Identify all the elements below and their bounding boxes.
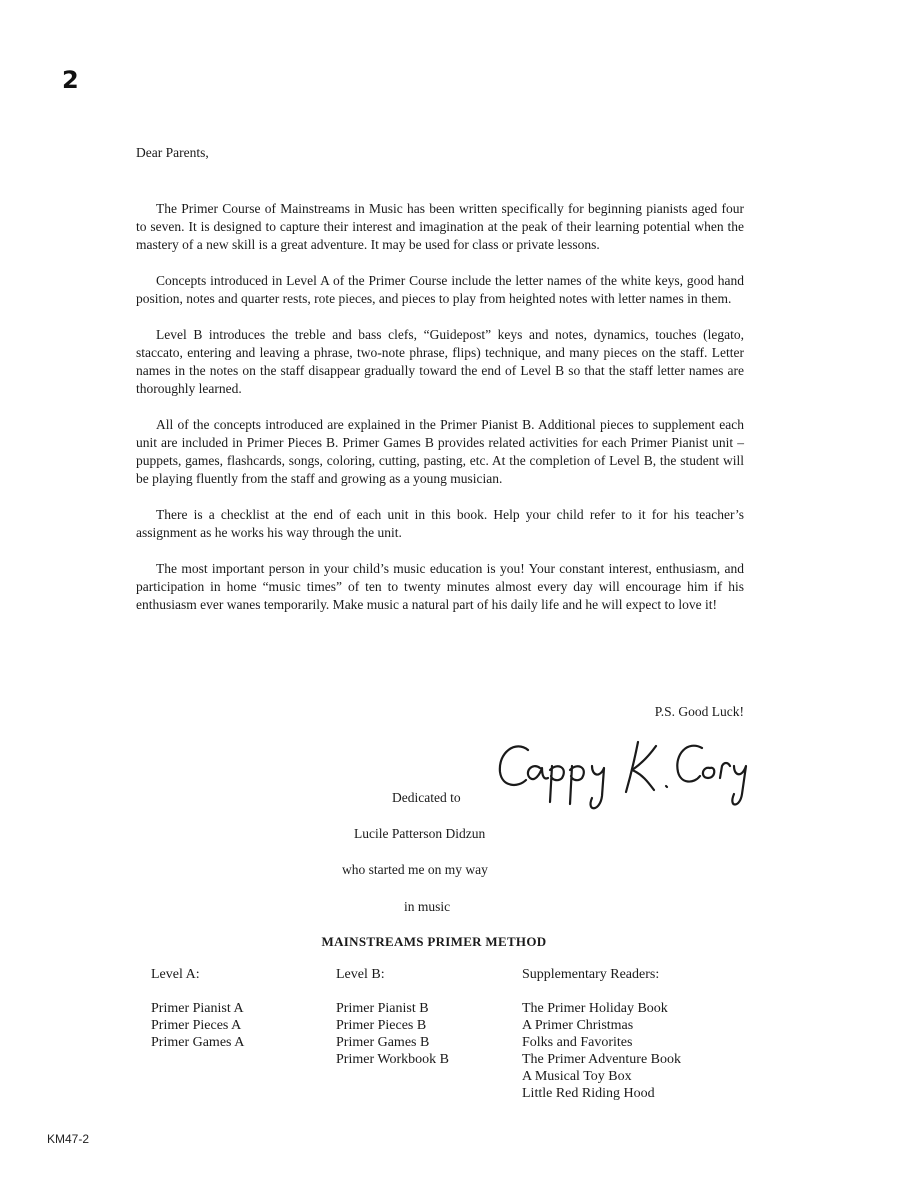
salutation: Dear Parents, [136,145,209,160]
list-item: Little Red Riding Hood [522,1086,655,1101]
level-b-column [336,966,449,1068]
list-item: A Primer Christmas [522,1018,634,1033]
dedication-line: Lucile Patterson Didzun [354,826,486,841]
footer-code: KM47-2 [47,1132,90,1146]
letter-body [136,144,744,632]
column-heading: Level A: [151,967,200,982]
dedication-line: Dedicated to [392,790,461,805]
paragraph-parent-role: The most important person in your child’s music education is you! Your constant interest, enthusiasm, and participation in home “music times” of ten to twenty minutes almost every day will encourage him if his enthusiasm ever wanes temporarily. Make music a natural part of his daily life and he will expect to love it! [136,561,744,612]
paragraph-checklist: There is a checklist at the end of each unit in this book. Help your child refer to it for his teacher’s assignment as he works his way through the unit. [136,507,744,540]
list-item: The Primer Holiday Book [522,1001,668,1016]
list-item: Primer Pieces B [336,1018,427,1033]
list-item: A Musical Toy Box [522,1069,632,1084]
paragraph-intro: The Primer Course of Mainstreams in Music has been written specifically for beginning pianists aged four to seven. It is designed to capture their interest and imagination at the peak of their learning potential when the mastery of a new skill is a great adventure. It may be used for class or private lessons. [136,201,744,252]
list-item: Primer Pieces A [151,1018,242,1033]
list-item: Primer Pianist A [151,1001,244,1016]
supplementary-readers-column [522,966,681,1102]
list-item: Primer Games A [151,1035,245,1050]
paragraph-level-b: Level B introduces the treble and bass clefs, “Guidepost” keys and notes, dynamics, touches (legato, staccato, entering and leaving a phrase, two-note phrase, flips) technique, and many pieces on the staff. Letter names in the notes on the staff disappear gradually toward the end of Level B so that the staff letter names are thoroughly learned. [136,327,744,396]
column-heading: Level B: [336,967,385,982]
column-heading: Supplementary Readers: [522,967,660,982]
page-number: 2 [62,66,79,94]
paragraph-level-a: Concepts introduced in Level A of the Primer Course include the letter names of the white keys, good hand position, notes and quarter rests, rote pieces, and pieces to play from heighted notes with letter names in them. [136,273,744,306]
handwritten-signature [488,732,754,822]
dedication-line: in music [404,899,451,914]
paragraph-concepts: All of the concepts introduced are explained in the Primer Pianist B. Additional pieces to supplement each unit are included in Primer Pieces B. Primer Games B provides related activities for each Primer Pianist unit – puppets, games, flashcards, songs, coloring, cutting, pasting, etc. At the completion of Level B, the student will be playing fluently from the staff and growing as a young musician. [136,417,744,486]
method-title: MAINSTREAMS PRIMER METHOD [321,934,547,949]
postscript: P.S. Good Luck! [654,704,744,719]
list-item: The Primer Adventure Book [522,1052,682,1067]
list-item: Primer Workbook B [336,1052,449,1067]
level-a-column [151,966,244,1051]
dedication-line: who started me on my way [342,862,488,877]
list-item: Primer Pianist B [336,1001,429,1016]
list-item: Primer Games B [336,1035,430,1050]
list-item: Folks and Favorites [522,1035,633,1050]
